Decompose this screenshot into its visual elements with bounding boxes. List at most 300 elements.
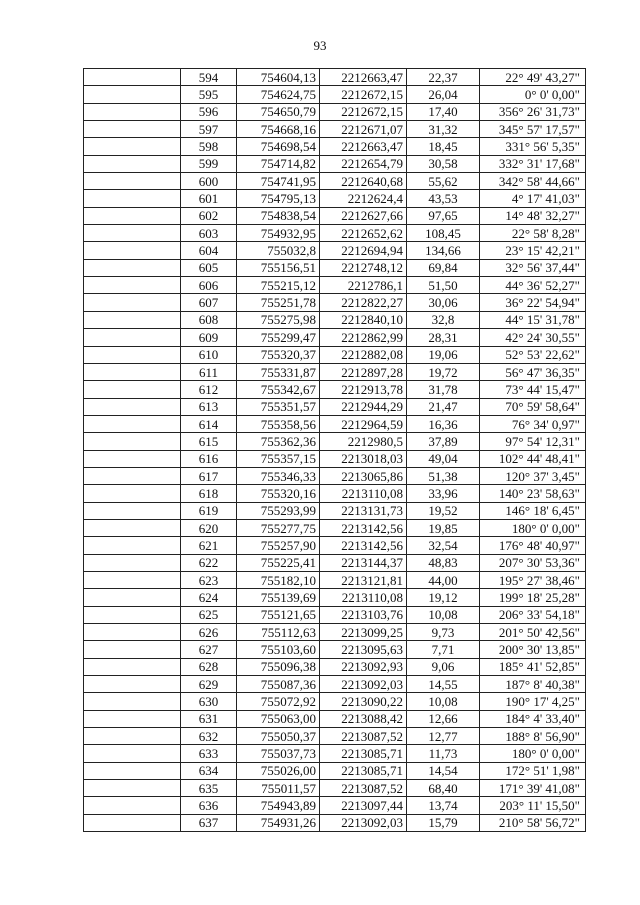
angle-cell: 210° 58' 56,72"	[480, 814, 586, 831]
angle-cell: 200° 30' 13,85"	[480, 641, 586, 658]
point-number-cell: 635	[181, 780, 237, 797]
angle-cell: 190° 17' 4,25"	[480, 693, 586, 710]
point-number-cell: 612	[181, 381, 237, 398]
y-coordinate-cell: 2213090,22	[320, 693, 407, 710]
angle-cell: 171° 39' 41,08"	[480, 780, 586, 797]
blank-cell	[84, 797, 181, 814]
distance-cell: 10,08	[407, 693, 480, 710]
angle-cell: 345° 57' 17,57"	[480, 121, 586, 138]
angle-cell: 120° 37' 3,45"	[480, 467, 586, 484]
distance-cell: 49,04	[407, 450, 480, 467]
blank-cell	[84, 103, 181, 120]
table-row	[84, 311, 586, 328]
table-row	[84, 762, 586, 779]
point-number-cell: 606	[181, 277, 237, 294]
blank-cell	[84, 86, 181, 103]
angle-cell: 97° 54' 12,31"	[480, 433, 586, 450]
x-coordinate-cell: 754668,16	[237, 121, 320, 138]
table-row	[84, 693, 586, 710]
point-number-cell: 629	[181, 676, 237, 693]
x-coordinate-cell: 755026,00	[237, 762, 320, 779]
point-number-cell: 610	[181, 346, 237, 363]
y-coordinate-cell: 2213110,08	[320, 485, 407, 502]
blank-cell	[84, 554, 181, 571]
page-number: 93	[313, 38, 327, 53]
angle-cell: 42° 24' 30,55"	[480, 329, 586, 346]
blank-cell	[84, 259, 181, 276]
blank-cell	[84, 415, 181, 432]
angle-cell: 195° 27' 38,46"	[480, 571, 586, 588]
angle-cell: 331° 56' 5,35"	[480, 138, 586, 155]
table-row	[84, 294, 586, 311]
angle-cell: 4° 17' 41,03"	[480, 190, 586, 207]
table-row	[84, 190, 586, 207]
point-number-cell: 602	[181, 207, 237, 224]
y-coordinate-cell: 2213092,93	[320, 658, 407, 675]
blank-cell	[84, 433, 181, 450]
y-coordinate-cell: 2213097,44	[320, 797, 407, 814]
y-coordinate-cell: 2212822,27	[320, 294, 407, 311]
point-number-cell: 620	[181, 519, 237, 536]
x-coordinate-cell: 755072,92	[237, 693, 320, 710]
table-row	[84, 173, 586, 190]
angle-cell: 36° 22' 54,94"	[480, 294, 586, 311]
table-row	[84, 363, 586, 380]
point-number-cell: 614	[181, 415, 237, 432]
table-row	[84, 121, 586, 138]
x-coordinate-cell: 755342,67	[237, 381, 320, 398]
y-coordinate-cell: 2212663,47	[320, 138, 407, 155]
x-coordinate-cell: 755293,99	[237, 502, 320, 519]
distance-cell: 16,36	[407, 415, 480, 432]
x-coordinate-cell: 755251,78	[237, 294, 320, 311]
point-number-cell: 619	[181, 502, 237, 519]
angle-cell: 172° 51' 1,98"	[480, 762, 586, 779]
point-number-cell: 597	[181, 121, 237, 138]
angle-cell: 201° 50' 42,56"	[480, 624, 586, 641]
blank-cell	[84, 589, 181, 606]
blank-cell	[84, 537, 181, 554]
y-coordinate-cell: 2212694,94	[320, 242, 407, 259]
point-number-cell: 626	[181, 624, 237, 641]
blank-cell	[84, 571, 181, 588]
distance-cell: 68,40	[407, 780, 480, 797]
y-coordinate-cell: 2212897,28	[320, 363, 407, 380]
table-row	[84, 502, 586, 519]
table-row	[84, 797, 586, 814]
x-coordinate-cell: 754795,13	[237, 190, 320, 207]
table-row	[84, 155, 586, 172]
x-coordinate-cell: 754741,95	[237, 173, 320, 190]
x-coordinate-cell: 755050,37	[237, 728, 320, 745]
distance-cell: 43,53	[407, 190, 480, 207]
blank-cell	[84, 467, 181, 484]
angle-cell: 14° 48' 32,27"	[480, 207, 586, 224]
distance-cell: 19,85	[407, 519, 480, 536]
table-row	[84, 242, 586, 259]
point-number-cell: 624	[181, 589, 237, 606]
x-coordinate-cell: 755358,56	[237, 415, 320, 432]
distance-cell: 28,31	[407, 329, 480, 346]
angle-cell: 187° 8' 40,38"	[480, 676, 586, 693]
y-coordinate-cell: 2213144,37	[320, 554, 407, 571]
table-row	[84, 485, 586, 502]
angle-cell: 32° 56' 37,44"	[480, 259, 586, 276]
angle-cell: 44° 15' 31,78"	[480, 311, 586, 328]
table-row	[84, 519, 586, 536]
table-row	[84, 103, 586, 120]
point-number-cell: 623	[181, 571, 237, 588]
point-number-cell: 621	[181, 537, 237, 554]
angle-cell: 70° 59' 58,64"	[480, 398, 586, 415]
blank-cell	[84, 138, 181, 155]
blank-cell	[84, 242, 181, 259]
point-number-cell: 625	[181, 606, 237, 623]
x-coordinate-cell: 755215,12	[237, 277, 320, 294]
y-coordinate-cell: 2212672,15	[320, 103, 407, 120]
point-number-cell: 636	[181, 797, 237, 814]
table-row	[84, 658, 586, 675]
blank-cell	[84, 624, 181, 641]
y-coordinate-cell: 2213142,56	[320, 537, 407, 554]
y-coordinate-cell: 2212944,29	[320, 398, 407, 415]
x-coordinate-cell: 755112,63	[237, 624, 320, 641]
y-coordinate-cell: 2212913,78	[320, 381, 407, 398]
distance-cell: 22,37	[407, 69, 480, 86]
distance-cell: 30,58	[407, 155, 480, 172]
angle-cell: 22° 49' 43,27"	[480, 69, 586, 86]
x-coordinate-cell: 755063,00	[237, 710, 320, 727]
x-coordinate-cell: 755032,8	[237, 242, 320, 259]
table-row	[84, 277, 586, 294]
x-coordinate-cell: 755320,37	[237, 346, 320, 363]
table-row	[84, 225, 586, 242]
y-coordinate-cell: 2213018,03	[320, 450, 407, 467]
coordinates-table-body	[84, 69, 586, 832]
table-row	[84, 259, 586, 276]
blank-cell	[84, 710, 181, 727]
table-row	[84, 415, 586, 432]
y-coordinate-cell: 2212748,12	[320, 259, 407, 276]
table-row	[84, 69, 586, 86]
blank-cell	[84, 381, 181, 398]
angle-cell: 342° 58' 44,66"	[480, 173, 586, 190]
x-coordinate-cell: 754838,54	[237, 207, 320, 224]
distance-cell: 9,73	[407, 624, 480, 641]
point-number-cell: 594	[181, 69, 237, 86]
angle-cell: 44° 36' 52,27"	[480, 277, 586, 294]
x-coordinate-cell: 755139,69	[237, 589, 320, 606]
distance-cell: 12,66	[407, 710, 480, 727]
point-number-cell: 631	[181, 710, 237, 727]
distance-cell: 31,32	[407, 121, 480, 138]
x-coordinate-cell: 755103,60	[237, 641, 320, 658]
angle-cell: 52° 53' 22,62"	[480, 346, 586, 363]
y-coordinate-cell: 2213131,73	[320, 502, 407, 519]
blank-cell	[84, 485, 181, 502]
point-number-cell: 622	[181, 554, 237, 571]
blank-cell	[84, 155, 181, 172]
blank-cell	[84, 173, 181, 190]
x-coordinate-cell: 754931,26	[237, 814, 320, 831]
blank-cell	[84, 346, 181, 363]
distance-cell: 19,12	[407, 589, 480, 606]
point-number-cell: 634	[181, 762, 237, 779]
point-number-cell: 595	[181, 86, 237, 103]
blank-cell	[84, 780, 181, 797]
angle-cell: 76° 34' 0,97"	[480, 415, 586, 432]
table-row	[84, 537, 586, 554]
table-row	[84, 433, 586, 450]
distance-cell: 15,79	[407, 814, 480, 831]
angle-cell: 73° 44' 15,47"	[480, 381, 586, 398]
blank-cell	[84, 519, 181, 536]
y-coordinate-cell: 2212663,47	[320, 69, 407, 86]
blank-cell	[84, 450, 181, 467]
blank-cell	[84, 277, 181, 294]
point-number-cell: 603	[181, 225, 237, 242]
blank-cell	[84, 502, 181, 519]
x-coordinate-cell: 754932,95	[237, 225, 320, 242]
table-row	[84, 207, 586, 224]
blank-cell	[84, 69, 181, 86]
distance-cell: 26,04	[407, 86, 480, 103]
point-number-cell: 613	[181, 398, 237, 415]
point-number-cell: 632	[181, 728, 237, 745]
table-row	[84, 138, 586, 155]
blank-cell	[84, 398, 181, 415]
angle-cell: 22° 58' 8,28"	[480, 225, 586, 242]
blank-cell	[84, 329, 181, 346]
y-coordinate-cell: 2212640,68	[320, 173, 407, 190]
y-coordinate-cell: 2213092,03	[320, 676, 407, 693]
angle-cell: 0° 0' 0,00"	[480, 86, 586, 103]
angle-cell: 332° 31' 17,68"	[480, 155, 586, 172]
y-coordinate-cell: 2213065,86	[320, 467, 407, 484]
distance-cell: 19,06	[407, 346, 480, 363]
x-coordinate-cell: 755257,90	[237, 537, 320, 554]
x-coordinate-cell: 755156,51	[237, 259, 320, 276]
blank-cell	[84, 676, 181, 693]
x-coordinate-cell: 755362,36	[237, 433, 320, 450]
point-number-cell: 605	[181, 259, 237, 276]
x-coordinate-cell: 754650,79	[237, 103, 320, 120]
distance-cell: 21,47	[407, 398, 480, 415]
coordinates-table	[83, 68, 586, 832]
y-coordinate-cell: 2212652,62	[320, 225, 407, 242]
blank-cell	[84, 814, 181, 831]
x-coordinate-cell: 755275,98	[237, 311, 320, 328]
point-number-cell: 617	[181, 467, 237, 484]
point-number-cell: 616	[181, 450, 237, 467]
angle-cell: 102° 44' 48,41"	[480, 450, 586, 467]
x-coordinate-cell: 755096,38	[237, 658, 320, 675]
x-coordinate-cell: 755225,41	[237, 554, 320, 571]
distance-cell: 44,00	[407, 571, 480, 588]
point-number-cell: 628	[181, 658, 237, 675]
angle-cell: 206° 33' 54,18"	[480, 606, 586, 623]
y-coordinate-cell: 2212840,10	[320, 311, 407, 328]
y-coordinate-cell: 2213142,56	[320, 519, 407, 536]
blank-cell	[84, 121, 181, 138]
x-coordinate-cell: 755037,73	[237, 745, 320, 762]
y-coordinate-cell: 2213121,81	[320, 571, 407, 588]
table-row	[84, 381, 586, 398]
y-coordinate-cell: 2213087,52	[320, 728, 407, 745]
blank-cell	[84, 225, 181, 242]
distance-cell: 69,84	[407, 259, 480, 276]
distance-cell: 10,08	[407, 606, 480, 623]
distance-cell: 19,72	[407, 363, 480, 380]
y-coordinate-cell: 2212862,99	[320, 329, 407, 346]
angle-cell: 176° 48' 40,97"	[480, 537, 586, 554]
y-coordinate-cell: 2213103,76	[320, 606, 407, 623]
table-row	[84, 710, 586, 727]
table-row	[84, 398, 586, 415]
angle-cell: 199° 18' 25,28"	[480, 589, 586, 606]
y-coordinate-cell: 2212980,5	[320, 433, 407, 450]
x-coordinate-cell: 754698,54	[237, 138, 320, 155]
x-coordinate-cell: 755320,16	[237, 485, 320, 502]
table-row	[84, 745, 586, 762]
x-coordinate-cell: 755011,57	[237, 780, 320, 797]
distance-cell: 51,38	[407, 467, 480, 484]
point-number-cell: 615	[181, 433, 237, 450]
table-row	[84, 728, 586, 745]
x-coordinate-cell: 754714,82	[237, 155, 320, 172]
y-coordinate-cell: 2213110,08	[320, 589, 407, 606]
distance-cell: 18,45	[407, 138, 480, 155]
distance-cell: 9,06	[407, 658, 480, 675]
distance-cell: 32,54	[407, 537, 480, 554]
table-row	[84, 624, 586, 641]
blank-cell	[84, 207, 181, 224]
angle-cell: 184° 4' 33,40"	[480, 710, 586, 727]
table-row	[84, 606, 586, 623]
angle-cell: 140° 23' 58,63"	[480, 485, 586, 502]
blank-cell	[84, 693, 181, 710]
point-number-cell: 600	[181, 173, 237, 190]
blank-cell	[84, 363, 181, 380]
distance-cell: 108,45	[407, 225, 480, 242]
x-coordinate-cell: 754624,75	[237, 86, 320, 103]
point-number-cell: 599	[181, 155, 237, 172]
point-number-cell: 627	[181, 641, 237, 658]
y-coordinate-cell: 2212672,15	[320, 86, 407, 103]
distance-cell: 19,52	[407, 502, 480, 519]
y-coordinate-cell: 2213087,52	[320, 780, 407, 797]
point-number-cell: 618	[181, 485, 237, 502]
distance-cell: 37,89	[407, 433, 480, 450]
y-coordinate-cell: 2212654,79	[320, 155, 407, 172]
distance-cell: 55,62	[407, 173, 480, 190]
x-coordinate-cell: 755357,15	[237, 450, 320, 467]
angle-cell: 188° 8' 56,90"	[480, 728, 586, 745]
distance-cell: 97,65	[407, 207, 480, 224]
x-coordinate-cell: 754943,89	[237, 797, 320, 814]
blank-cell	[84, 311, 181, 328]
angle-cell: 146° 18' 6,45"	[480, 502, 586, 519]
y-coordinate-cell: 2212786,1	[320, 277, 407, 294]
y-coordinate-cell: 2213099,25	[320, 624, 407, 641]
point-number-cell: 637	[181, 814, 237, 831]
y-coordinate-cell: 2212964,59	[320, 415, 407, 432]
table-row	[84, 554, 586, 571]
blank-cell	[84, 728, 181, 745]
distance-cell: 30,06	[407, 294, 480, 311]
distance-cell: 13,74	[407, 797, 480, 814]
table-row	[84, 676, 586, 693]
point-number-cell: 609	[181, 329, 237, 346]
distance-cell: 7,71	[407, 641, 480, 658]
table-row	[84, 780, 586, 797]
table-row	[84, 641, 586, 658]
table-row	[84, 589, 586, 606]
point-number-cell: 607	[181, 294, 237, 311]
y-coordinate-cell: 2213088,42	[320, 710, 407, 727]
distance-cell: 51,50	[407, 277, 480, 294]
point-number-cell: 608	[181, 311, 237, 328]
distance-cell: 48,83	[407, 554, 480, 571]
angle-cell: 356° 26' 31,73"	[480, 103, 586, 120]
angle-cell: 180° 0' 0,00"	[480, 745, 586, 762]
y-coordinate-cell: 2212624,4	[320, 190, 407, 207]
table-row	[84, 467, 586, 484]
angle-cell: 180° 0' 0,00"	[480, 519, 586, 536]
angle-cell: 185° 41' 52,85"	[480, 658, 586, 675]
point-number-cell: 611	[181, 363, 237, 380]
blank-cell	[84, 294, 181, 311]
distance-cell: 12,77	[407, 728, 480, 745]
blank-cell	[84, 641, 181, 658]
angle-cell: 56° 47' 36,35"	[480, 363, 586, 380]
table-row	[84, 814, 586, 831]
y-coordinate-cell: 2213085,71	[320, 745, 407, 762]
blank-cell	[84, 190, 181, 207]
distance-cell: 17,40	[407, 103, 480, 120]
blank-cell	[84, 762, 181, 779]
x-coordinate-cell: 755182,10	[237, 571, 320, 588]
x-coordinate-cell: 755346,33	[237, 467, 320, 484]
x-coordinate-cell: 755121,65	[237, 606, 320, 623]
y-coordinate-cell: 2212882,08	[320, 346, 407, 363]
x-coordinate-cell: 755087,36	[237, 676, 320, 693]
distance-cell: 134,66	[407, 242, 480, 259]
table-row	[84, 571, 586, 588]
table-row	[84, 329, 586, 346]
x-coordinate-cell: 755277,75	[237, 519, 320, 536]
y-coordinate-cell: 2213092,03	[320, 814, 407, 831]
distance-cell: 11,73	[407, 745, 480, 762]
x-coordinate-cell: 755331,87	[237, 363, 320, 380]
point-number-cell: 598	[181, 138, 237, 155]
angle-cell: 203° 11' 15,50"	[480, 797, 586, 814]
point-number-cell: 596	[181, 103, 237, 120]
y-coordinate-cell: 2212627,66	[320, 207, 407, 224]
distance-cell: 14,54	[407, 762, 480, 779]
blank-cell	[84, 658, 181, 675]
point-number-cell: 604	[181, 242, 237, 259]
table-row	[84, 86, 586, 103]
x-coordinate-cell: 754604,13	[237, 69, 320, 86]
angle-cell: 23° 15' 42,21"	[480, 242, 586, 259]
y-coordinate-cell: 2212671,07	[320, 121, 407, 138]
distance-cell: 33,96	[407, 485, 480, 502]
blank-cell	[84, 745, 181, 762]
point-number-cell: 601	[181, 190, 237, 207]
blank-cell	[84, 606, 181, 623]
table-row	[84, 450, 586, 467]
